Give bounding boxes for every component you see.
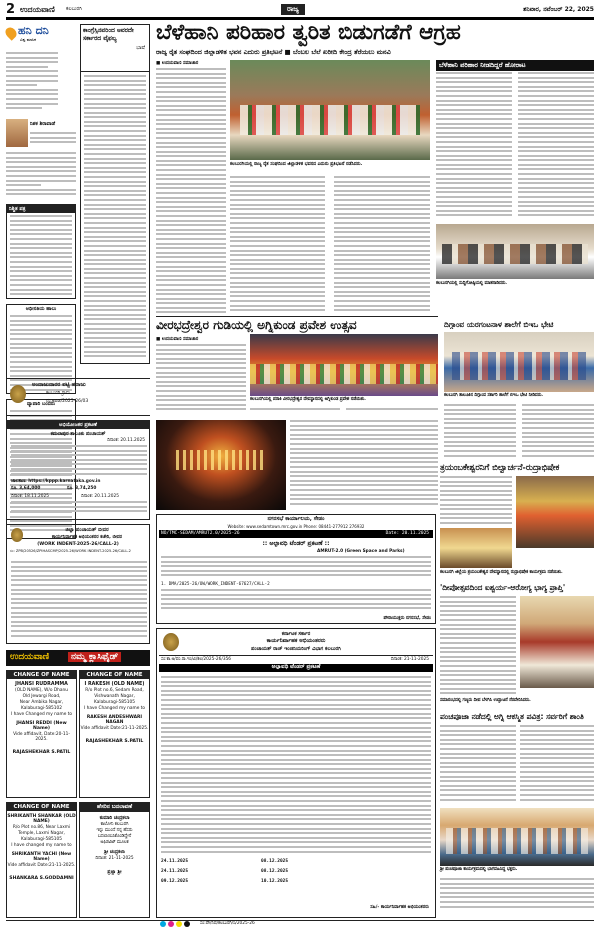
change-new: JHANSI REDDI (New Name) [16,721,67,731]
tender2-govt: ಕರ್ನಾಟಕ ಸರ್ಕಾರ [281,631,311,637]
columnist-photo [6,119,28,147]
change-line: I have Changed my name to [83,706,146,711]
change-title: ಹೆಸರಿನ ಬದಲಾವಣೆ [80,803,149,812]
school-photo [444,332,594,392]
change-old-tag: R/o Plot no.86, Near Laxmi [12,825,71,830]
section-tab: ರಾಜ್ಯ [281,4,305,15]
column-text [30,132,76,152]
change-title: CHANGE OF NAME [80,671,149,679]
zp-emblem-icon [11,528,23,542]
date-chip: 08.12.2025 [261,869,289,874]
top-subhead: ರಾಜ್ಯ ರೈತ ಸಂಘದಿಂದ ಜಿಲ್ಲಾಡಳಿತ ಭವನ ಎದುರು ಪ್ರತಿಭಟನೆ ■ ಬೆಂಬಲ ಬೆಲೆ ಖರೀದಿ ಕೇಂದ್ರ ತೆರೆಯಲು ಮನವಿ [156,48,391,56]
change-signer: RAJASHEKHAR S.PATIL [12,750,71,755]
tender1-ref: NO/TMC-SEDAM/AMRUT2.0/2025-26 [161,531,240,536]
registration-mark-yellow [176,921,182,927]
info-box-heading: ನಿಶ್ಚಿತ ಪತ್ರ [7,205,75,213]
ad-box-title: ವ್ಯಾಪಾರಿ ಬಂದರು [26,401,56,407]
date-chip: 08.12.2025 [261,859,289,864]
ritual-photo [440,528,512,568]
tender2-dates [161,859,431,899]
temple-photo [250,334,438,396]
tender1-title: :: ಅಲ್ಪಾವಧಿ ಟೆಂಡರ್ ಪ್ರಕಟಣೆ :: [262,540,330,547]
column-text [6,152,76,202]
tender3-date-1: ದಿನಾಂಕ: 18.11.2025 [11,494,49,499]
fire-body-col1 [440,725,516,805]
brand-title: ಹನಿ ದನಿ [18,24,49,37]
tender1-website: Website: www.sedamtown.mrc.gov.in Phone: 08441-277912 276932 [227,524,365,529]
amount-2: ರೂ. 3,74,250 [67,486,97,491]
classifieds-banner [6,650,150,666]
change-of-name-box [6,670,77,798]
protest-caption: ಕಲಬುರಗಿಯಲ್ಲಿ ರಾಜ್ಯ ರೈತ ಸಂಘದಿಂದ ಜಿಲ್ಲಾಡಳಿತ ಭವನದ ಎದುರು ಪ್ರತಿಭಟನೆ ನಡೆಸಿದರು. [230,162,363,167]
press-meet-photo [436,224,594,279]
change-line: ಇನ್ನು ಮುಂದೆ ನನ್ನ ಹೆಸರು [96,828,133,833]
amount-1: ರೂ. 3,64,000 [11,486,41,491]
fire-body-col2 [520,725,594,805]
tender-sedam [156,514,436,624]
second-body-col3 [346,408,438,416]
trayambak-photo [516,476,594,548]
change-new: RAKESH ANDESHWARI NAGAN [86,715,143,725]
change-new: SHRIKANTH YACHI (New Name) [11,852,72,862]
fire-caption: ಶ್ರೀ ಪಂಚಪೂಜಾ ಕಾರ್ಯಕ್ರಮದಲ್ಲಿ ಭಾಗವಹಿಸಿದ್ದ ಭಕ್ತರು. [440,867,518,872]
columnist-title: ನಿಶಕ ಶಿರಾವಾಡೆ [30,121,56,127]
change-signer: RAJASHEKHAR S.PATIL [85,739,144,744]
footer-rule [6,920,594,921]
trayambakeshwar-headline: ತ್ರಯಂಬಕೇಶ್ವರನಿಗೆ ಬಿಲ್ವಾರ್ಚನೆ-ರುದ್ರಾಭಿಷೇಕ [440,462,560,472]
change-affidavit: Vide affidavit Date:21-11-2025. [80,726,149,731]
zp-bidar-notice [6,524,150,644]
tender2-rule [159,655,433,656]
change-old-tag: R/o Plot no.6, Sedam Road, [85,688,144,693]
health-body-col1 [440,596,516,696]
tender2-ref: ಸಂ:ಕಾ.ಅ/ಪಂ.ರಾ.ಇಂ/ವಿ/ಕಲ/2025-26/356 [161,657,232,662]
right-story-col2 [518,72,594,222]
top-body-col3 [334,176,430,314]
auction-number: ನಂ.ಅಪಿಡ/2025-26/03 [46,399,89,404]
change-signer: ಪ್ರಜ್ಞಾ ಶ್ರೀ [107,870,122,875]
zp-ref: ಸಂ: ZPB/20526/ZPIHASCMP/2025-26/WORK INDENT-2025-26/CALL-2 [10,549,131,553]
city-label: ಕಲಬುರಗಿ [66,6,82,12]
tender1-date: Date: 20.11.2025 [385,531,429,536]
change-line: ಅಫಿಡವಿಟ್ ಮೂಲಕ [100,840,129,845]
footer-reference: ಸಂ:ಪೌ/ನಿಪ/ಕಲಬುರಗಿ/ಸಿ/2025-26 [200,921,255,926]
zp-title: ಜಿಲ್ಲಾ ಪಂಚಾಯತ್ ಬೀದರ [65,527,109,533]
trayambak-body [440,476,512,526]
tender1-indent: 1. DMA/2025-26/OW/WORK_INDENT-67627/CALL-2 [161,582,270,587]
change-line: Old Jewargi Road, [22,694,61,699]
change-line: Kalaburagi-585102 [21,706,62,711]
change-line: Kalaburagi-585105 [94,700,135,705]
taluk-tender-heading: ಅಭಿಯೋಜಕರ ಪ್ರಕಟಣೆ [7,421,149,429]
change-title: CHANGE OF NAME [7,803,76,811]
temple-caption: ಕಲಬುರಗಿಯಲ್ಲಿ ಪರಾಕಿ ವೀರಭದ್ರೇಶ್ವರ ದೇವಸ್ಥಾನದಲ್ಲಿ ಅಗ್ನಿಕುಂಡ ಪ್ರವೇಶ ನಡೆಯಿತು. [250,397,366,402]
right-story-col1 [436,72,512,222]
registration-mark-cyan [160,921,166,927]
tender1-signature: ಪೌರಾಯುಕ್ತರು ನಗರಸಭೆ, ಸೇಡಂ [383,616,431,621]
date-chip: 24.11.2025 [161,859,189,864]
school-body-col1 [444,404,516,459]
auction-title: ಅಂದಾಜುದಾರರ ಪಟ್ಟಿ ಹರಾಜು [32,382,86,388]
fire-photo [440,808,594,866]
top-byline: ■ ಉದಯವಾಣಿ ಸಮಾಚಾರ [156,61,199,66]
info-box [6,204,76,299]
right-story-heading: ಬೆಳೆಹಾನಿ ಪರಿಹಾರ ನೀಡದಿದ್ದರೆ ಹೋರಾಟ [436,60,594,71]
change-signer: SHANKARA S.GODDAMNI [9,876,74,881]
change-old: SHRIKANTH SHANKAR (OLD NAME) [7,814,76,824]
school-headline: ದಿಗ್ಗಾಂವ ಯರಗಂಟನಾಳ ಶಾಲೆಗೆ ಬಿಇಒ ಭೇಟಿ [444,320,554,329]
change-old-tag: ಕಾಲೋನಿ ಕಲಬುರಗಿ [100,822,129,827]
paper-name: ಉದಯವಾಣಿ [20,5,55,14]
press-meet-caption: ಕಲಬುರಗಿಯಲ್ಲಿ ಸುದ್ದಿಗೋಷ್ಠಿಯಲ್ಲಿ ಮಾತನಾಡಿದರು. [436,281,508,286]
change-line: Vishwanath Nagar, [94,694,135,699]
second-narrow-column [80,24,150,369]
change-old: JHANSI RUDRAMMA [15,682,68,687]
column-text [6,52,58,112]
change-of-name-box [79,670,150,798]
health-photo [520,596,594,688]
page-number: 2 [6,2,16,17]
tender2-office: ಕಾರ್ಯನಿರ್ವಾಹಕ ಅಭಿಯಂತರರು [266,638,326,644]
second-headline: ವೀರಭದ್ರೇಶ್ವರ ಗುಡಿಯಲ್ಲಿ ಅಗ್ನಿಕುಂಡ ಪ್ರವೇಶ ಉತ್ಸವ [156,318,357,332]
school-body-col2 [522,404,594,459]
date-chip: 10.12.2025 [261,879,289,884]
change-old: I RAKESH (OLD NAME) [84,682,145,687]
fire-headline: ಪಂಚಪೂಜಾ ನಡೆದಲ್ಲಿ ಅಗ್ನಿ ಆಕಸ್ಮಿತ ಪವಿತ್ರ: ಸರ್ವರಿಗೆ ಶಾಂತಿ [440,712,584,721]
taluk-tender-org: ಕಮಲಾಪುರ ತಾಲೂಕು ಪಂಚಾಯತ್ [50,432,106,437]
auction-line: ಕಲಬುರಗಿ ಗ್ರಾಮ [46,391,71,396]
date-chip: 24.11.2025 [161,869,189,874]
drop-icon [3,25,19,41]
classifieds-title: ನಮ್ಮ ಕ್ಲಾಸಿಫೈಡ್ [68,652,121,662]
zp-line: ಕಾರ್ಯನಿರ್ವಾಹಕ ಅಭಿಯಂತರರ ಕಚೇರಿ, ಬೀದರ [51,535,123,540]
side-story-box [80,24,150,364]
taluk-tender-date: ದಿನಾಂಕ: 20.11.2025 [107,438,145,443]
trayambak-caption: ಕಲಬುರಗಿ ಜಿಲ್ಲೆಯ ತ್ರಯಂಬಕೇಶ್ವರ ದೇವಸ್ಥಾನದಲ್ಲಿ ರುದ್ರಾಭಿಷೇಕ ಕಾರ್ಯಕ್ರಮ ನಡೆಯಿತು. [440,570,563,575]
change-line: I have changed my name to [11,843,72,848]
tender-prid [156,628,436,918]
fire-body-bottom [440,878,594,914]
change-line: Temple, Laxmi Nagar, [18,831,65,836]
school-caption: ಕಲಬುರಗಿ ತಾಲೂಕಿನ ದಿಗ್ಗಾಂವ ಸರ್ಕಾರಿ ಶಾಲೆಗೆ ಬಿಇಒ ಭೇಟಿ ನೀಡಿದರು. [444,393,543,398]
page-header [6,4,594,16]
tender2-title: ಅಲ್ಪಾವಧಿ ಟೆಂಡರ್ ಪ್ರಕಟಣೆ [271,664,321,670]
change-affidavit: Vide affidavit Date:21-11-2025. [7,863,76,868]
night-procession-photo [156,420,286,510]
change-new: ಶ್ರೀ ಚಂದ್ರಕಲಾ [104,850,125,855]
top-headline: ಬೆಳೆಹಾನಿ ಪರಿಹಾರ ತ್ವರಿತ ಬಿಡುಗಡೆಗೆ ಆಗ್ರಹ [156,20,461,45]
change-affidavit: Vide affidavit, Date:20-11-2025. [13,732,70,742]
registration-mark-black [184,921,190,927]
side-heading-block [80,24,150,72]
change-old-tag: (OLD NAME), W/o Dhanu [15,688,68,693]
taluk-tender-web: ಜಾಲತಾಣ: https://kppp.karnataka.gov.in [11,479,101,484]
registration-mark-magenta [168,921,174,927]
second-body-col2 [250,408,340,416]
change-line: Near Ambika Nagar, [19,700,64,705]
classifieds-paper: ಉದಯವಾಣಿ [10,652,50,662]
brand-sub: ವಿಶ್ವ ಮಾಸಿಕ [20,37,36,42]
second-body-col1 [156,344,246,416]
tender2-dept: ಪಂಚಾಯತ್ ರಾಜ್ ಇಂಜಿನಿಯರಿಂಗ್ ವಿಭಾಗ ಕಲಬುರಗಿ [251,646,341,652]
tender1-amrut: AMRUT-2.0 (Green Space and Parks) [317,549,405,554]
second-rule [156,316,438,317]
change-title: CHANGE OF NAME [7,671,76,679]
date-line: ಶನಿವಾರ, ನವೆಂಬರ್ 22, 2025 [523,6,594,13]
change-old: ಕುಮಾರಿ ಚಂದ್ರಕಲಾ [99,816,130,821]
health-headline: 'ದೀಪೋತ್ಸವದಿಂದ ಐಶ್ವರ್ಯ-ಆರೋಗ್ಯ ಭಾಗ್ಯ ಪ್ರಾಪ್ತಿ' [440,583,566,592]
change-line: ಬದಲಾಯಿಸಿಕೊಂಡಿದ್ದೇನೆ [97,834,132,839]
change-line: Kalaburagi-585105 [21,837,62,842]
notice-heading: ಅಧೀನತಿಯ ಹಾಲು [25,306,57,312]
top-body-col2 [230,176,325,314]
taluk-tender [6,420,150,520]
tender2-signature: ಸಹಿ/- ಕಾರ್ಯನಿರ್ವಾಹಕ ಅಭಿಯಂತರರು [370,905,429,910]
tender3-date-2: ದಿನಾಂಕ: 20.11.2025 [81,494,119,499]
protest-photo [230,60,430,160]
change-line: I have Changed my name to [10,712,73,717]
procession-text [290,420,438,508]
health-caption: ಸಮಾರಂಭದಲ್ಲಿ ಗಣ್ಯರು ದೀಪ ಬೆಳಗಿಸಿ ಉದ್ಘಾಟನೆ ನೆರವೇರಿಸಿದರು. [440,698,531,703]
side-heading: ಕಾಂಗ್ರೆಸ್ಸಿನವರಿಂದ ಅವರದೇ ಸರ್ಕಾರದ ವೈಫಲ್ಯ [83,27,134,42]
auction-notice [6,378,150,416]
top-story-body-left [156,60,226,315]
change-of-name-box [6,802,77,918]
zp-work: (WORK INDENT-2025-26/CALL-2) [37,542,119,547]
emblem-icon [10,385,26,403]
tender2-date: ದಿನಾಂಕ: 21-11-2025 [390,657,429,662]
change-affidavit: ದಿನಾಂಕ: 21-11-2025 [95,856,134,861]
second-byline: ■ ಉದಯವಾಣಿ ಸಮಾಚಾರ [156,337,199,342]
side-sub: ಭಾಷೆ [136,45,145,51]
date-chip: 09.12.2025 [161,879,189,884]
change-of-name-box [79,802,150,918]
tender1-heading: ನಗರಸಭೆ ಕಾರ್ಯಾಲಯ, ಸೇಡಂ [267,516,325,522]
brand-block [6,24,76,46]
